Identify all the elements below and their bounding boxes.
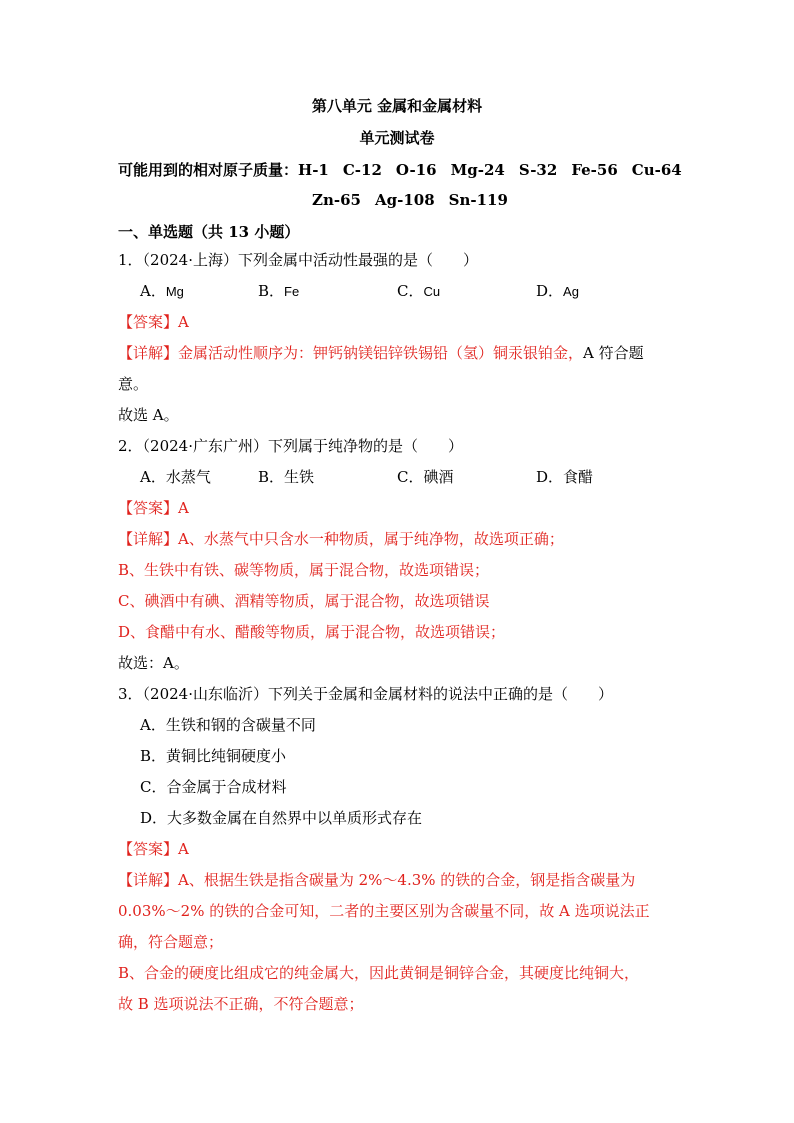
q2-option-b: B．生铁 <box>258 468 315 486</box>
question-2-stem: 2．（2024·广东广州）下列属于纯净物的是（ ） <box>118 437 463 455</box>
question-3-stem: 3．（2024·山东临沂）下列关于金属和金属材料的说法中正确的是（ ） <box>118 685 613 703</box>
q3-option-a: A．生铁和钢的含碳量不同 <box>140 716 316 734</box>
q1-option-d: D．Ag <box>536 282 579 300</box>
q3-option-b: B．黄铜比纯铜硬度小 <box>140 747 287 765</box>
q2-option-a: A．水蒸气 <box>140 468 211 486</box>
atomic-mass-item: S-32 <box>518 161 558 179</box>
q2-option-d: D．食醋 <box>536 468 594 486</box>
atomic-mass-line-2 <box>312 190 508 210</box>
q1-option-c: C．Cu <box>397 282 441 300</box>
q3-detail-b: B、合金的硬度比组成它的纯金属大，因此黄铜是铜锌合金，其硬度比纯铜大， <box>118 964 640 982</box>
atomic-mass-item: Fe-56 <box>571 161 618 179</box>
q2-answer: 【答案】A <box>118 499 189 517</box>
atomic-mass-item: Sn-119 <box>448 191 508 209</box>
q2-detail-c: C、碘酒中有碘、酒精等物质，属于混合物，故选项错误 <box>118 592 490 610</box>
q3-answer: 【答案】A <box>118 840 189 858</box>
q1-conclusion: 故选 A。 <box>118 406 179 424</box>
q2-conclusion: 故选：A。 <box>118 654 189 672</box>
q2-detail-d: D、食醋中有水、醋酸等物质，属于混合物，故选项错误； <box>118 623 506 641</box>
q3-detail-b-cont: 故 B 选项说法不正确，不符合题意； <box>118 995 364 1013</box>
q1-detail-cont: 意。 <box>118 375 149 393</box>
q2-detail: 【详解】A、水蒸气中只含水一种物质，属于纯净物，故选项正确； <box>118 530 564 548</box>
atomic-mass-item: Cu-64 <box>631 161 682 179</box>
q1-answer: 【答案】A <box>118 313 189 331</box>
atomic-mass-item: Ag-108 <box>374 191 435 209</box>
page-title: 第八单元 金属和金属材料 <box>311 97 483 115</box>
section-heading: 一、单选题（共 13 小题） <box>118 223 300 241</box>
q3-option-d: D．大多数金属在自然界中以单质形式存在 <box>140 809 423 827</box>
q3-option-c: C．合金属于合成材料 <box>140 778 287 796</box>
atomic-mass-item: Mg-24 <box>450 161 505 179</box>
atomic-mass-line-1 <box>118 160 682 180</box>
q3-detail: 【详解】A、根据生铁是指含碳量为 2%～4.3% 的铁的合金，钢是指含碳量为 <box>118 871 636 889</box>
page-subtitle: 单元测试卷 <box>359 129 435 147</box>
q3-detail-cont-2: 确，符合题意； <box>118 933 224 951</box>
q3-detail-cont: 0.03%～2% 的铁的合金可知，二者的主要区别为含碳量不同，故 A 选项说法正 <box>118 902 650 920</box>
question-1-stem: 1．（2024·上海）下列金属中活动性最强的是（ ） <box>118 251 478 269</box>
q2-option-c: C．碘酒 <box>397 468 454 486</box>
atomic-mass-item: C-12 <box>342 161 382 179</box>
atomic-mass-item: O-16 <box>395 161 437 179</box>
q1-option-a: A．Mg <box>140 282 184 300</box>
atomic-mass-item: Zn-65 <box>312 191 361 209</box>
atomic-mass-item: H-1 <box>298 161 329 179</box>
atomic-mass-label: 可能用到的相对原子质量： <box>118 161 299 179</box>
q1-option-b: B．Fe <box>258 282 300 300</box>
q2-detail-b: B、生铁中有铁、碳等物质，属于混合物，故选项错误； <box>118 561 490 579</box>
q1-detail: 【详解】金属活动性顺序为：钾钙钠镁铝锌铁锡铅（氢）铜汞银铂金，A 符合题 <box>118 344 644 362</box>
